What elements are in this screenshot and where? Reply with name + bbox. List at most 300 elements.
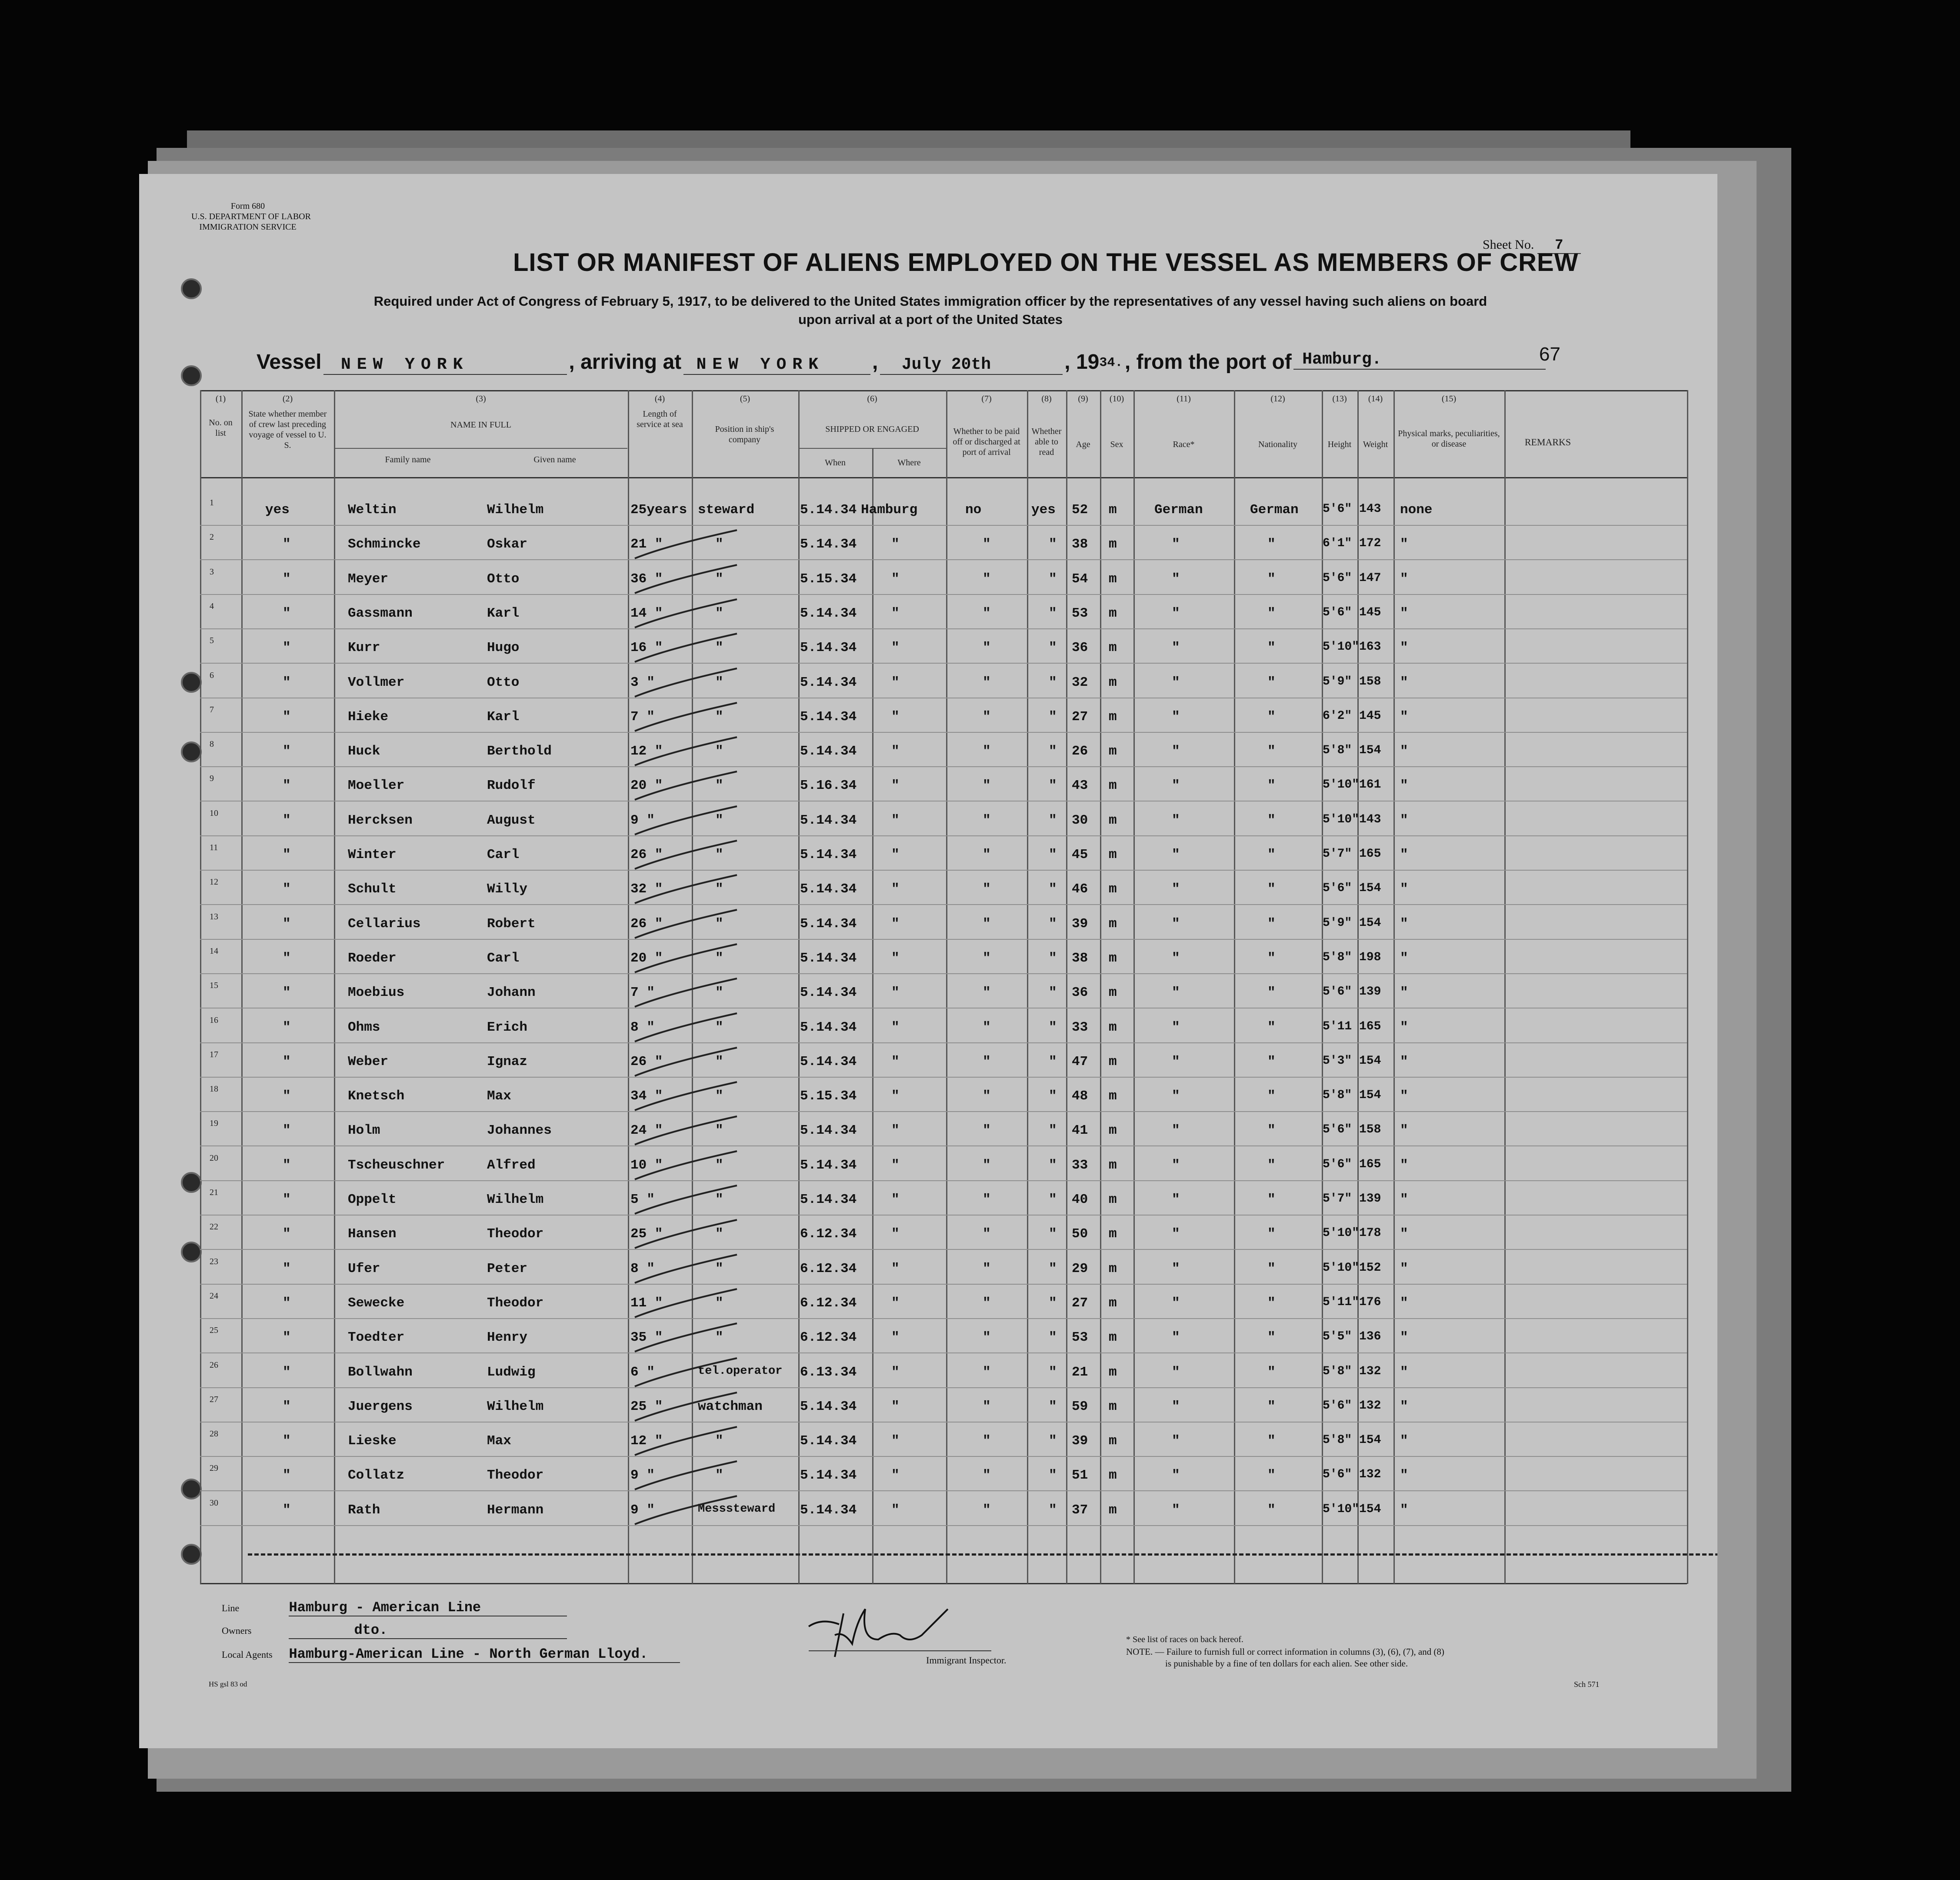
- cell-age: 37: [1072, 1503, 1088, 1518]
- cell-nationality: ": [1267, 951, 1276, 966]
- cell-where: ": [891, 606, 900, 621]
- cell-family: Ufer: [348, 1261, 380, 1276]
- cell-marks: ": [1400, 1089, 1408, 1104]
- row-rule: [200, 939, 1687, 940]
- cell-read: ": [1049, 778, 1057, 793]
- check-stroke: [633, 1459, 746, 1494]
- arriving-label: , arriving at: [569, 351, 682, 374]
- cell-where: ": [891, 813, 900, 828]
- inspector-signature: [791, 1583, 974, 1661]
- cell-sex: m: [1109, 606, 1117, 621]
- cell-position: ": [715, 813, 723, 828]
- cell-prev: ": [283, 916, 291, 932]
- cell-given: Rudolf: [487, 778, 536, 793]
- cell-where: ": [891, 1158, 900, 1173]
- cell-race: ": [1172, 1433, 1180, 1449]
- cell-height: 5'11: [1323, 1020, 1352, 1033]
- cell-read: ": [1049, 1433, 1057, 1449]
- cell-service: 6 ": [630, 1365, 655, 1380]
- cell-weight: 163: [1359, 640, 1381, 654]
- cell-race: ": [1172, 571, 1180, 587]
- check-stroke: [633, 1045, 746, 1080]
- cell-position: ": [715, 1089, 723, 1104]
- cell-no: 11: [210, 843, 218, 852]
- cell-height: 5'9": [1323, 675, 1352, 688]
- cell-position: ": [715, 744, 723, 759]
- cell-prev: ": [283, 882, 291, 897]
- cell-nationality: ": [1267, 1296, 1276, 1311]
- check-stroke: [633, 804, 746, 839]
- department-name: U.S. DEPARTMENT OF LABOR: [191, 212, 311, 221]
- cell-sex: m: [1109, 675, 1117, 690]
- sheet-number-value: 7: [1537, 237, 1581, 254]
- cell-sex: m: [1109, 1261, 1117, 1276]
- cell-no: 24: [210, 1291, 218, 1301]
- cell-marks: ": [1400, 1296, 1408, 1311]
- vessel-line: [257, 350, 1546, 375]
- cell-age: 27: [1072, 1296, 1088, 1311]
- col-2-number: (2): [282, 394, 293, 404]
- cell-sex: m: [1109, 1296, 1117, 1311]
- cell-sex: m: [1109, 1158, 1117, 1173]
- col-divider: [200, 390, 201, 1584]
- cell-marks: ": [1400, 744, 1408, 759]
- header-bottom-border: [200, 477, 1687, 478]
- cell-age: 38: [1072, 537, 1088, 552]
- cell-sex: m: [1109, 1054, 1117, 1069]
- cell-when: 5.14.34: [800, 606, 857, 621]
- col-1-header: No. on list: [209, 418, 233, 438]
- col-3-number: (3): [476, 394, 486, 404]
- cell-no: 30: [210, 1498, 218, 1508]
- cell-position: ": [715, 1123, 723, 1138]
- check-stroke: [633, 942, 746, 977]
- inspector-line: [809, 1650, 991, 1651]
- cell-sex: m: [1109, 744, 1117, 759]
- cell-when: 5.15.34: [800, 1089, 857, 1104]
- cell-paid: ": [983, 1226, 991, 1242]
- cell-weight: 143: [1359, 813, 1381, 826]
- cell-paid: ": [983, 1192, 991, 1207]
- row-rule: [200, 628, 1687, 629]
- check-stroke: [633, 1390, 746, 1425]
- cell-position: ": [715, 985, 723, 1000]
- cell-position: ": [715, 675, 723, 690]
- cell-paid: ": [983, 537, 991, 552]
- cell-paid: ": [983, 1399, 991, 1414]
- footer-owners-row: [222, 1622, 567, 1639]
- cell-given: Robert: [487, 916, 536, 932]
- cell-age: 33: [1072, 1158, 1088, 1173]
- cell-family: Oppelt: [348, 1192, 397, 1207]
- cell-age: 59: [1072, 1399, 1088, 1414]
- cell-service: 5 ": [630, 1192, 655, 1207]
- cell-marks: ": [1400, 1468, 1408, 1483]
- cell-family: Meyer: [348, 571, 389, 587]
- cell-given: Max: [487, 1433, 511, 1449]
- cell-prev: ": [283, 1261, 291, 1276]
- cell-marks: ": [1400, 951, 1408, 966]
- col-4-header: Length of service at sea: [637, 409, 683, 429]
- cell-weight: 158: [1359, 1123, 1381, 1136]
- cell-marks: ": [1400, 985, 1408, 1000]
- cell-no: 27: [210, 1395, 218, 1404]
- cell-weight: 139: [1359, 1192, 1381, 1205]
- col-3b-header: Given name: [533, 455, 576, 464]
- cell-age: 46: [1072, 882, 1088, 897]
- subtitle-line-1: Required under Act of Congress of February 5, 1917, to be delivered to the United States immigration officer by the representatives of any vessel having such aliens on board: [373, 294, 1487, 309]
- cell-when: 5.15.34: [800, 571, 857, 587]
- cell-paid: ": [983, 709, 991, 725]
- cell-family: Collatz: [348, 1468, 405, 1483]
- cell-marks: ": [1400, 1226, 1408, 1242]
- cell-read: ": [1049, 640, 1057, 655]
- year-suffix: 34.: [1099, 355, 1123, 371]
- cell-no: 4: [210, 601, 214, 611]
- cell-read: ": [1049, 1503, 1057, 1518]
- cell-height: 5'6": [1323, 1123, 1352, 1136]
- cell-prev: ": [283, 1226, 291, 1242]
- cell-service: 12 ": [630, 1433, 663, 1449]
- cell-given: Wilhelm: [487, 1399, 544, 1414]
- cell-read: ": [1049, 606, 1057, 621]
- cell-paid: ": [983, 813, 991, 828]
- cell-family: Holm: [348, 1123, 380, 1138]
- cell-where: ": [891, 1261, 900, 1276]
- cell-given: Karl: [487, 606, 520, 621]
- cell-age: 39: [1072, 1433, 1088, 1449]
- cell-service: 24 ": [630, 1123, 663, 1138]
- cell-paid: ": [983, 744, 991, 759]
- col-3-header: NAME IN FULL: [450, 420, 511, 430]
- cell-race: ": [1172, 813, 1180, 828]
- cell-age: 43: [1072, 778, 1088, 793]
- col-1-number: (1): [215, 394, 226, 404]
- col-divider: [1066, 390, 1067, 1584]
- schedule-code: Sch 571: [1574, 1680, 1600, 1689]
- cell-age: 53: [1072, 606, 1088, 621]
- cell-given: Wilhelm: [487, 1192, 544, 1207]
- cell-age: 29: [1072, 1261, 1088, 1276]
- cell-when: 5.16.34: [800, 778, 857, 793]
- cell-when: 5.14.34: [800, 813, 857, 828]
- cell-sex: m: [1109, 502, 1117, 518]
- print-code: HS gsl 83 od: [209, 1680, 247, 1688]
- cell-no: 5: [210, 636, 214, 645]
- cell-prev: ": [283, 1123, 291, 1138]
- punch-hole: [181, 278, 202, 299]
- cell-family: Bollwahn: [348, 1365, 413, 1380]
- cell-no: 9: [210, 774, 214, 783]
- cell-no: 23: [210, 1257, 218, 1266]
- cell-given: Otto: [487, 675, 520, 690]
- cell-nationality: ": [1267, 1123, 1276, 1138]
- cell-given: August: [487, 813, 536, 828]
- cell-where: ": [891, 951, 900, 966]
- cell-race: ": [1172, 675, 1180, 690]
- cell-nationality: ": [1267, 571, 1276, 587]
- cell-when: 6.12.34: [800, 1226, 857, 1242]
- cell-weight: 154: [1359, 1089, 1381, 1102]
- cell-read: ": [1049, 882, 1057, 897]
- cell-when: 5.14.34: [800, 675, 857, 690]
- col-divider: [946, 390, 947, 1584]
- cell-age: 52: [1072, 502, 1088, 518]
- cell-where: ": [891, 1330, 900, 1345]
- arrival-date: July 20th: [880, 355, 1063, 375]
- col-7-header: Whether to be paid off or discharged at port of arrival: [953, 427, 1020, 457]
- cell-read: ": [1049, 1054, 1057, 1069]
- cell-nationality: ": [1267, 1365, 1276, 1380]
- cell-sex: m: [1109, 813, 1117, 828]
- cell-read: ": [1049, 1365, 1057, 1380]
- check-stroke: [633, 1356, 746, 1391]
- cell-height: 5'10": [1323, 813, 1360, 826]
- cell-age: 45: [1072, 847, 1088, 862]
- cell-position: ": [715, 1261, 723, 1276]
- cell-prev: ": [283, 778, 291, 793]
- cell-height: 6'1": [1323, 537, 1352, 550]
- cell-weight: 132: [1359, 1365, 1381, 1378]
- cell-marks: ": [1400, 640, 1408, 655]
- col-divider: [1357, 390, 1359, 1584]
- cell-nationality: ": [1267, 882, 1276, 897]
- check-stroke: [633, 1114, 746, 1149]
- cell-position: ": [715, 951, 723, 966]
- cell-race: ": [1172, 606, 1180, 621]
- cell-nationality: ": [1267, 640, 1276, 655]
- agents-label: Local Agents: [222, 1649, 273, 1660]
- cell-paid: ": [983, 1054, 991, 1069]
- cell-where: ": [891, 709, 900, 725]
- col-13-header: Height: [1327, 440, 1352, 449]
- cell-nationality: ": [1267, 1020, 1276, 1035]
- cell-height: 5'8": [1323, 1089, 1352, 1102]
- col-12-number: (12): [1270, 394, 1285, 404]
- cell-service: 20 ": [630, 951, 663, 966]
- col-5-header: Position in ship's company: [715, 424, 774, 444]
- cell-weight: 154: [1359, 1433, 1381, 1447]
- cell-prev: ": [283, 1296, 291, 1311]
- row-rule: [200, 1525, 1687, 1526]
- cell-prev: ": [283, 1054, 291, 1069]
- check-stroke: [633, 838, 746, 873]
- cell-race: ": [1172, 1020, 1180, 1035]
- cell-when: 5.14.34: [800, 537, 857, 552]
- row-rule: [200, 1284, 1687, 1285]
- punch-hole: [181, 1172, 202, 1193]
- cell-no: 12: [210, 877, 218, 887]
- cell-nationality: ": [1267, 537, 1276, 552]
- cell-age: 51: [1072, 1468, 1088, 1483]
- cell-position: ": [715, 571, 723, 587]
- cell-when: 5.14.34: [800, 1020, 857, 1035]
- row-rule: [200, 1422, 1687, 1423]
- cell-family: Vollmer: [348, 675, 405, 690]
- cell-family: Hercksen: [348, 813, 413, 828]
- cell-height: 5'8": [1323, 951, 1352, 964]
- cell-family: Weltin: [348, 502, 397, 518]
- cell-read: ": [1049, 951, 1057, 966]
- cell-nationality: ": [1267, 1226, 1276, 1242]
- punch-hole: [181, 672, 202, 693]
- cell-weight: 152: [1359, 1261, 1381, 1275]
- cell-height: 5'8": [1323, 1365, 1352, 1378]
- cell-marks: ": [1400, 709, 1408, 725]
- cell-weight: 198: [1359, 951, 1381, 964]
- cell-nationality: ": [1267, 916, 1276, 932]
- cell-given: Ignaz: [487, 1054, 528, 1069]
- cell-nationality: ": [1267, 813, 1276, 828]
- cell-marks: ": [1400, 1020, 1408, 1035]
- cell-prev: ": [283, 1468, 291, 1483]
- cell-marks: ": [1400, 1330, 1408, 1345]
- cell-service: 7 ": [630, 709, 655, 725]
- cell-race: ": [1172, 985, 1180, 1000]
- cell-where: ": [891, 1054, 900, 1069]
- cell-when: 5.14.34: [800, 1399, 857, 1414]
- cell-marks: ": [1400, 916, 1408, 932]
- cell-position: tel.operator: [698, 1365, 783, 1378]
- cell-where: ": [891, 1296, 900, 1311]
- cell-given: Peter: [487, 1261, 528, 1276]
- cell-position: ": [715, 1468, 723, 1483]
- cell-where: ": [891, 985, 900, 1000]
- cell-no: 20: [210, 1153, 218, 1163]
- subtitle-line-2: upon arrival at a port of the United States: [798, 312, 1063, 327]
- cell-paid: ": [983, 640, 991, 655]
- col-divider: [1100, 390, 1101, 1584]
- col-divider: [872, 448, 873, 1584]
- cell-height: 5'3": [1323, 1054, 1352, 1068]
- row-rule: [200, 973, 1687, 974]
- cell-given: Berthold: [487, 744, 552, 759]
- col-3a-header: Family name: [385, 455, 431, 464]
- row-rule: [200, 1490, 1687, 1491]
- cell-position: steward: [698, 502, 755, 518]
- cell-read: ": [1049, 1123, 1057, 1138]
- cell-age: 53: [1072, 1330, 1088, 1345]
- cell-read: ": [1049, 1020, 1057, 1035]
- cell-prev: ": [283, 1192, 291, 1207]
- inspector-label: Immigrant Inspector.: [926, 1655, 1007, 1666]
- cell-prev: yes: [265, 502, 290, 518]
- arriving-port: NEW YORK: [683, 355, 870, 375]
- cell-race: ": [1172, 640, 1180, 655]
- check-stroke: [633, 1183, 746, 1218]
- cell-marks: ": [1400, 1261, 1408, 1276]
- cell-age: 27: [1072, 709, 1088, 725]
- cell-read: ": [1049, 916, 1057, 932]
- cell-given: Wilhelm: [487, 502, 544, 518]
- cell-no: 1: [210, 498, 214, 508]
- cell-paid: ": [983, 1123, 991, 1138]
- cell-no: 21: [210, 1188, 218, 1197]
- cell-where: ": [891, 1123, 900, 1138]
- cell-given: Carl: [487, 847, 520, 862]
- cell-service: 25 ": [630, 1399, 663, 1414]
- cell-marks: ": [1400, 1054, 1408, 1069]
- cell-service: 10 ": [630, 1158, 663, 1173]
- row-rule: [200, 835, 1687, 836]
- cell-paid: ": [983, 1261, 991, 1276]
- races-note: * See list of races on back hereof.: [1126, 1635, 1243, 1644]
- cell-age: 26: [1072, 744, 1088, 759]
- cell-service: 25 ": [630, 1226, 663, 1242]
- check-stroke: [633, 1080, 746, 1115]
- cell-read: ": [1049, 1330, 1057, 1345]
- cell-service: 8 ": [630, 1020, 655, 1035]
- cell-weight: 154: [1359, 882, 1381, 895]
- cell-when: 5.14.34: [800, 1158, 857, 1173]
- cell-given: Hermann: [487, 1503, 544, 1518]
- cell-sex: m: [1109, 709, 1117, 725]
- cell-position: Messsteward: [698, 1503, 776, 1516]
- check-stroke: [633, 1321, 746, 1356]
- cell-position: ": [715, 1330, 723, 1345]
- cell-race: ": [1172, 709, 1180, 725]
- cell-nationality: ": [1267, 709, 1276, 725]
- punch-hole: [181, 1479, 202, 1499]
- cell-service: 35 ": [630, 1330, 663, 1345]
- cell-weight: 132: [1359, 1468, 1381, 1481]
- cell-marks: ": [1400, 537, 1408, 552]
- cell-sex: m: [1109, 1192, 1117, 1207]
- cell-race: ": [1172, 537, 1180, 552]
- cell-weight: 145: [1359, 709, 1381, 723]
- cell-family: Winter: [348, 847, 397, 862]
- row-rule: [200, 1387, 1687, 1388]
- cell-family: Lieske: [348, 1433, 397, 1449]
- cell-read: ": [1049, 847, 1057, 862]
- row-rule: [200, 1456, 1687, 1457]
- cell-family: Cellarius: [348, 916, 421, 932]
- col-divider: [628, 390, 629, 1584]
- page-number: 67: [1539, 344, 1560, 365]
- cell-weight: 172: [1359, 537, 1381, 550]
- row-rule: [200, 559, 1687, 560]
- cell-where: ": [891, 744, 900, 759]
- check-stroke: [633, 528, 746, 563]
- check-stroke: [633, 873, 746, 908]
- cell-given: Henry: [487, 1330, 528, 1345]
- cell-where: ": [891, 778, 900, 793]
- cell-prev: ": [283, 951, 291, 966]
- cell-where: ": [891, 916, 900, 932]
- cell-paid: ": [983, 1330, 991, 1345]
- cell-family: Schult: [348, 882, 397, 897]
- penalty-note-2: is punishable by a fine of ten dollars for each alien. See other side.: [1165, 1658, 1408, 1669]
- cell-given: Johann: [487, 985, 536, 1000]
- cell-nationality: ": [1267, 1192, 1276, 1207]
- cell-service: 21 ": [630, 537, 663, 552]
- cell-when: 5.14.34: [800, 1433, 857, 1449]
- cell-given: Theodor: [487, 1468, 544, 1483]
- col-divider: [1687, 390, 1688, 1584]
- cell-no: 25: [210, 1326, 218, 1335]
- cell-no: 26: [210, 1360, 218, 1370]
- cell-weight: 178: [1359, 1226, 1381, 1240]
- cell-age: 48: [1072, 1089, 1088, 1104]
- cell-nationality: ": [1267, 744, 1276, 759]
- check-stroke: [633, 1494, 746, 1529]
- cell-read: ": [1049, 537, 1057, 552]
- cell-when: 5.14.34: [800, 1468, 857, 1483]
- cell-no: 2: [210, 532, 214, 542]
- cell-prev: ": [283, 1089, 291, 1104]
- cell-paid: ": [983, 916, 991, 932]
- cell-nationality: ": [1267, 1433, 1276, 1449]
